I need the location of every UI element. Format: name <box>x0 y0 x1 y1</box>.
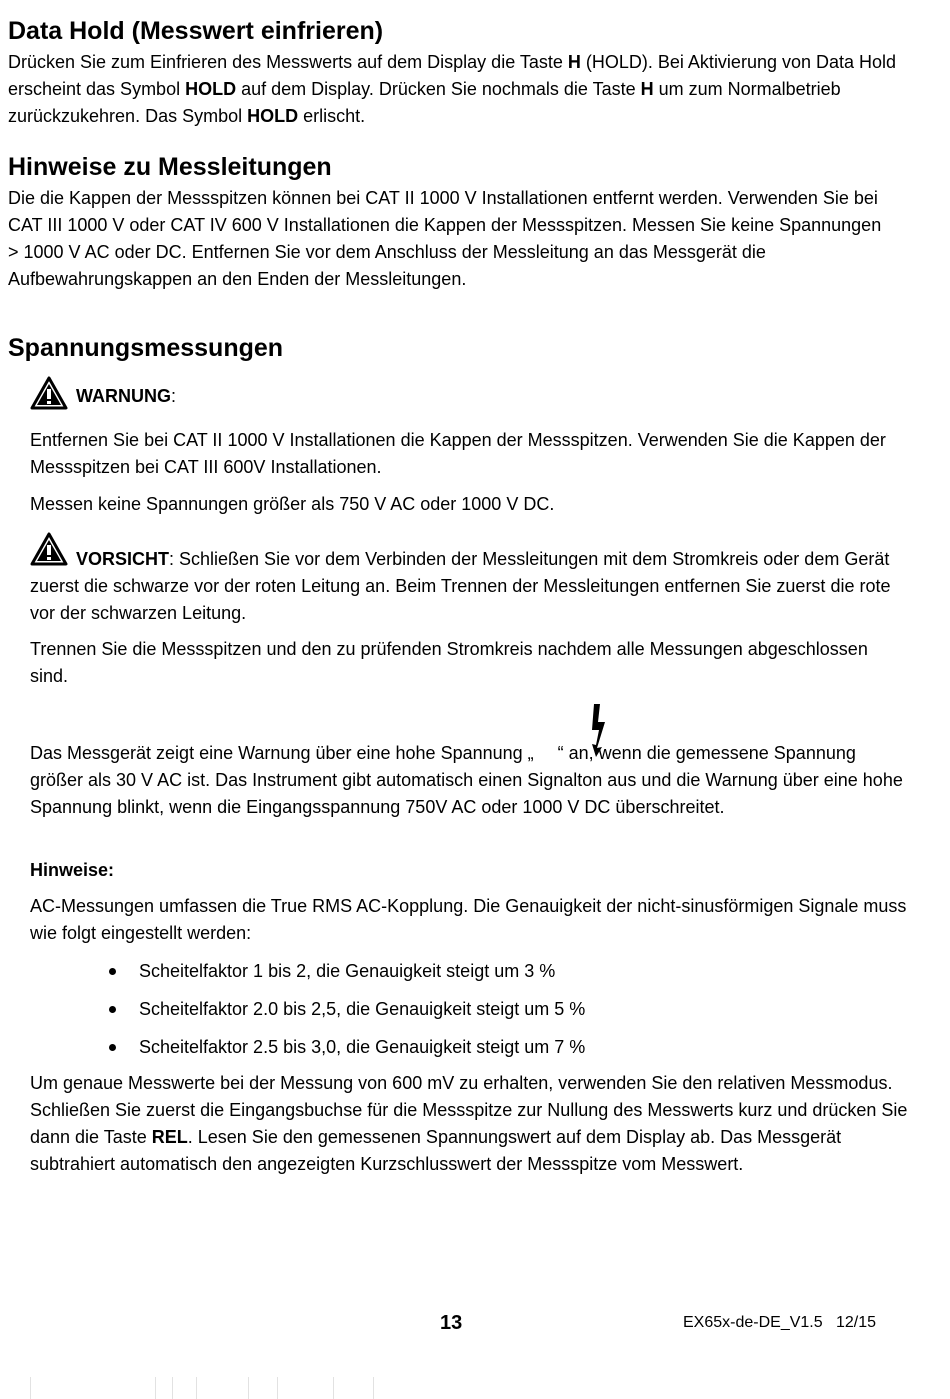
list-item: Scheitelfaktor 2.5 bis 3,0, die Genauigkeit steigt um 7 % <box>109 1034 889 1072</box>
warning-triangle-icon <box>30 376 68 410</box>
caution-paragraph: VORSICHT: Schließen Sie vor dem Verbinden der Messleitungen mit dem Stromkreis oder dem Gerät zuerst die schwarze vor der roten Leitung an. Beim Trennen der Messleitungen entfernen Sie zuerst die rote vor der schwarzen Leitung. <box>30 549 891 623</box>
list-item: Scheitelfaktor 1 bis 2, die Genauigkeit steigt um 3 % <box>109 958 889 996</box>
warning-paragraph-2: Messen keine Spannungen größer als 750 V AC oder 1000 V DC. <box>30 494 555 514</box>
notes-paragraph: AC-Messungen umfassen die True RMS AC-Kopplung. Die Genauigkeit der nicht-sinusförmigen Signale muss wie folgt eingestellt werden: <box>30 896 907 943</box>
voltage-heading: Spannungsmessungen <box>8 334 284 362</box>
warning-row <box>30 376 176 410</box>
page-number: 13 <box>440 1312 463 1334</box>
relative-mode-paragraph: Um genaue Messwerte bei der Messung von 600 mV zu erhalten, verwenden Sie den relativen Messmodus. Schließen Sie zuerst die Eingangsbuchse für die Messspitze zur Nullung des Messwerts kurz und drücken Sie dann die Taste REL. Lesen Sie den gemessenen Spannungswert auf dem Display ab. Das Messgerät subtrahiert automatisch den angezeigten Kurzschlusswert der Messspitze vom Messwert. <box>30 1073 908 1174</box>
data-hold-paragraph: Drücken Sie zum Einfrieren des Messwerts auf dem Display die Taste H (HOLD). Bei Aktivierung von Data Hold erscheint das Symbol HOLD auf dem Display. Drücken Sie nochmals die Taste H um zum Normalbetrieb zurückzukehren. Das Symbol HOLD erlischt. <box>8 52 897 126</box>
crest-factor-list <box>109 958 889 1072</box>
notes-label: Hinweise: <box>30 860 115 880</box>
warning-label: WARNUNG: <box>76 386 177 406</box>
caution-paragraph-2: Trennen Sie die Messspitzen und den zu prüfenden Stromkreis nachdem alle Messungen abgeschlossen sind. <box>30 639 868 686</box>
leads-heading: Hinweise zu Messleitungen <box>8 153 332 181</box>
high-voltage-paragraph: Das Messgerät zeigt eine Warnung über eine hohe Spannung „ “ an, wenn die gemessene Spannung größer als 30 V AC ist. Das Instrument gibt automatisch einen Signalton aus und die Warnung über eine hohe Spannung blinkt, wenn die Eingangsspannung 750V AC oder 1000 V DC überschreitet. <box>30 743 903 817</box>
data-hold-heading: Data Hold (Messwert einfrieren) <box>8 17 384 45</box>
document-id: EX65x-de-DE_V1.5 12/15 <box>683 1314 877 1331</box>
list-item: Scheitelfaktor 2.0 bis 2,5, die Genauigkeit steigt um 5 % <box>109 996 889 1034</box>
warning-paragraph-1: Entfernen Sie bei CAT II 1000 V Installationen die Kappen der Messspitzen. Verwenden Sie die Kappen der Messspitzen bei CAT III 600V Installationen. <box>30 430 886 477</box>
leads-paragraph: Die die Kappen der Messspitzen können bei CAT II 1000 V Installationen entfernt werden. Verwenden Sie bei CAT III 1000 V oder CAT IV 600 V Installationen die Kappen der Messspitzen. Messen Sie keine Spannungen > 1000 V AC oder DC. Entfernen Sie vor dem Anschluss der Messleitung an das Messgerät die Aufbewahrungskappen an den Enden der Messleitungen. <box>8 188 882 289</box>
